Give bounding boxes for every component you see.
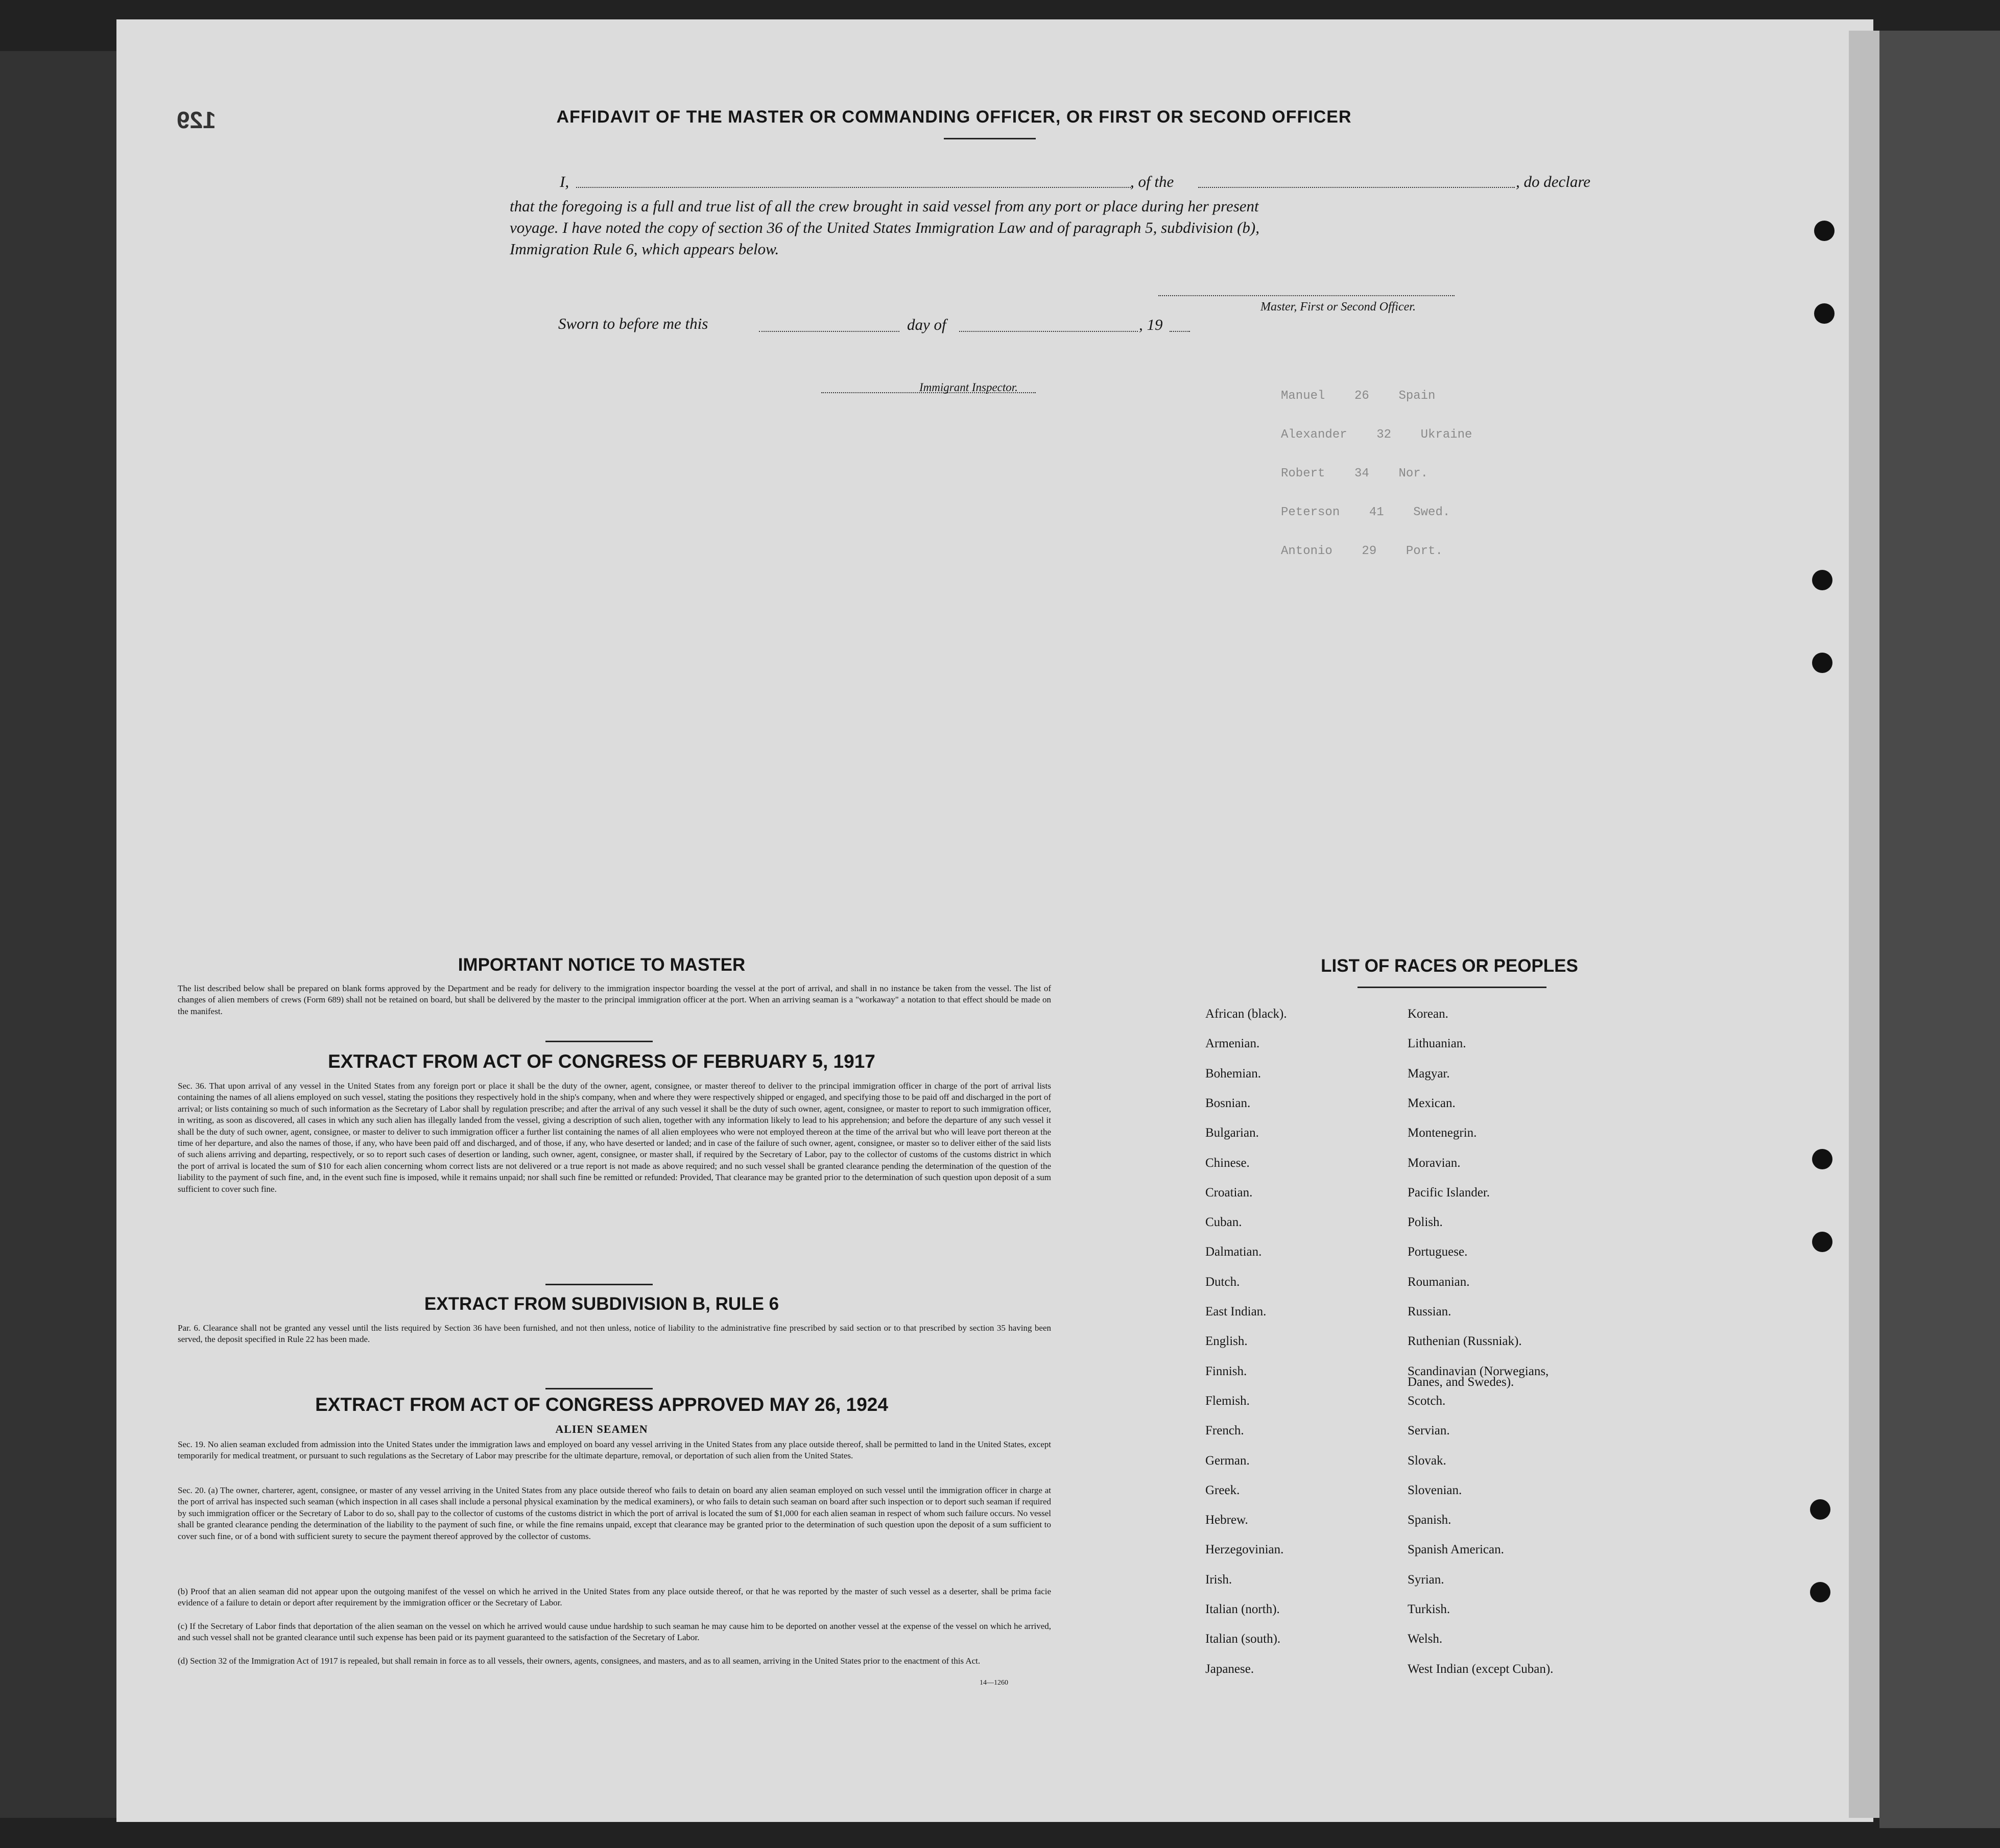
races-title: LIST OF RACES OR PEOPLES	[1321, 956, 1578, 976]
affidavit-of-the: , of the	[1130, 173, 1174, 190]
sworn-day-line	[759, 331, 899, 332]
master-signature-label: Master, First or Second Officer.	[1260, 300, 1416, 314]
race-item: Italian (south).	[1205, 1632, 1281, 1646]
punch-hole	[1810, 1582, 1830, 1602]
race-item: Herzegovinian.	[1205, 1543, 1284, 1557]
race-item: English.	[1205, 1334, 1248, 1349]
extract-1924-sec20a: Sec. 20. (a) The owner, charterer, agent, consignee, or master of any vessel arriving in the United States from any place outside thereof who fails to detain on board any alien seaman employed on such vessel until the immigration officer in charge at the port of arrival has inspected such seaman (which inspection in all cases shall include a personal physical examination by the medical examiners), or who fails to detain such seaman on board after such inspection or to deport such seaman if required by such immigration officer or the Secretary of Labor to do so, shall pay to the collector of customs of the customs district in which the port of arrival is located the sum of $1,000 for each alien seaman in respect of whom such failure occurs. No vessel shall be granted clearance pending the determination of the liability to the payment of such fine, or while the fine remains unpaid, except that clearance may be granted prior to the determination of such question upon the deposit of a sum sufficient to cover such fine, or of a bond with sufficient surety to secure the payment thereof approved by the collector of customs.	[178, 1485, 1051, 1541]
form-number: 14—1260	[980, 1679, 1008, 1687]
race-item: Bohemian.	[1205, 1066, 1261, 1081]
race-item: German.	[1205, 1453, 1250, 1468]
extract-1924-sec19: Sec. 19. No alien seaman excluded from admission into the United States under the immigration laws and employed on board any vessel arriving in the United States from any place outside thereof, shall be permitted to land in the United States, except temporarily for medical treatment, or pursuant to such regulations as the Secretary of Labor may prescribe for the ultimate departure, removal, or deportation of such alien from the United States.	[178, 1439, 1051, 1461]
affidavit-line-4: Immigration Rule 6, which appears below.	[510, 240, 779, 258]
race-item: Montenegrin.	[1408, 1126, 1477, 1140]
affidavit-declare: , do declare	[1516, 173, 1591, 190]
affidavit-line-2: that the foregoing is a full and true list of all the crew brought in said vessel from any port or place during her present	[510, 197, 1259, 215]
race-item: Bulgarian.	[1205, 1126, 1259, 1140]
extract-rule6-title: EXTRACT FROM SUBDIVISION B, RULE 6	[424, 1294, 779, 1314]
right-margin-strip	[1879, 31, 2000, 1828]
punch-hole	[1812, 1232, 1832, 1252]
race-item: Hebrew.	[1205, 1513, 1248, 1527]
race-item: Armenian.	[1205, 1037, 1260, 1051]
day-of-text: day of	[907, 316, 946, 333]
punch-hole	[1812, 653, 1832, 673]
race-item: Portuguese.	[1408, 1245, 1468, 1259]
extract-1924-title: EXTRACT FROM ACT OF CONGRESS APPROVED MAY 26, 1924	[315, 1394, 888, 1415]
race-item: Korean.	[1408, 1007, 1448, 1021]
race-item: Russian.	[1408, 1305, 1451, 1318]
race-item: Mexican.	[1408, 1096, 1456, 1110]
race-item: Italian (north).	[1205, 1602, 1280, 1616]
title-rule	[944, 138, 1036, 139]
punch-hole	[1814, 303, 1835, 324]
race-item: Magyar.	[1408, 1066, 1450, 1081]
extract-1917-rule	[545, 1284, 653, 1285]
sworn-year-line	[1170, 331, 1190, 332]
master-signature-line	[1158, 295, 1455, 296]
race-item: Slovenian.	[1408, 1483, 1462, 1497]
race-item: Finnish.	[1205, 1364, 1247, 1378]
notice-text: The list described below shall be prepared on blank forms approved by the Department and be ready for delivery to the immigration inspector boarding the vessel at the port of arrival, and shall in no instance be taken from the vessel. The list of changes of alien members of crews (Form 689) shall not be retained on board, but shall be delivered by the master to the principal immigration officer at the port. When an arriving seaman is a "workaway" a notation to that effect should be made on the manifest.	[178, 983, 1051, 1016]
extract-1924-sec20b: (b) Proof that an alien seaman did not appear upon the outgoing manifest of the vessel on which he arrived in the United States from any place outside thereof, or that he was reported by the master of such vessel as a deserter, shall be prima facie evidence of a failure to detain or deport after requirement by the immigration officer or the Secretary of Labor.	[178, 1587, 1051, 1608]
punch-hole	[1812, 1149, 1832, 1169]
manifest-sheet	[116, 19, 1873, 1822]
race-item: Irish.	[1205, 1572, 1232, 1587]
race-item: Turkish.	[1408, 1602, 1450, 1616]
year-prefix: , 19	[1139, 316, 1163, 333]
race-item: Croatian.	[1205, 1185, 1253, 1199]
sworn-month-line	[959, 331, 1138, 332]
extract-rule6-text: Par. 6. Clearance shall not be granted any vessel until the lists required by Section 36 have been furnished, and not then unless, notice of liability to the administrative fine prescribed by said section or to that prescribed by section 35 having been served, the deposit specified in Rule 22 has been made.	[178, 1323, 1051, 1345]
races-title-rule	[1358, 987, 1546, 988]
race-item: Spanish.	[1408, 1513, 1451, 1527]
race-item: Dutch.	[1205, 1275, 1240, 1289]
race-item: African (black).	[1205, 1007, 1287, 1021]
race-item: Dalmatian.	[1205, 1245, 1262, 1259]
left-margin-strip	[0, 51, 117, 1818]
race-item: Japanese.	[1205, 1662, 1254, 1676]
race-item: Scotch.	[1408, 1394, 1446, 1408]
notice-title: IMPORTANT NOTICE TO MASTER	[458, 955, 746, 975]
race-item: Syrian.	[1408, 1572, 1444, 1587]
race-item: Polish.	[1408, 1215, 1443, 1230]
race-item: Servian.	[1408, 1424, 1450, 1438]
punch-hole	[1810, 1499, 1830, 1520]
race-item: Scandinavian (Norwegians,	[1408, 1364, 1549, 1378]
sheet-shadow	[1849, 31, 1879, 1818]
race-item: Welsh.	[1408, 1632, 1443, 1646]
race-item: Ruthenian (Russniak).	[1408, 1334, 1522, 1349]
race-item: Cuban.	[1205, 1215, 1242, 1230]
extract-1924-sec20d: (d) Section 32 of the Immigration Act of 1917 is repealed, but shall remain in force as to all vessels, their owners, agents, consignees, and masters, and as to all seamen, arriving in the United States prior to the enactment of this Act.	[178, 1656, 981, 1666]
race-item: Spanish American.	[1408, 1543, 1504, 1557]
race-item: French.	[1205, 1424, 1244, 1438]
punch-hole	[1814, 221, 1835, 241]
race-item: East Indian.	[1205, 1305, 1267, 1318]
race-item: Flemish.	[1205, 1394, 1250, 1408]
race-item: West Indian (except Cuban).	[1408, 1662, 1554, 1676]
affidavit-i: I,	[560, 173, 569, 190]
officer-name-line	[576, 187, 1133, 188]
race-item: Pacific Islander.	[1408, 1185, 1490, 1199]
inspector-label: Immigrant Inspector.	[919, 381, 1018, 394]
extract-1917-title: EXTRACT FROM ACT OF CONGRESS OF FEBRUARY 5, 1917	[328, 1051, 875, 1072]
extract-1917-text: Sec. 36. That upon arrival of any vessel in the United States from any foreign port or place it shall be the duty of the owner, agent, consignee, or master thereof to deliver to the principal immigration officer in charge of the port of arrival lists containing the names of all aliens employed on such vessel, stating the positions they respectively hold in the ship's company, when and where they were respectively shipped or engaged, and specifying those to be paid off and discharged in the port of arrival; or lists containing so much of such information as the Secretary of Labor shall by regulation prescribe; and after the arrival of any such vessel it shall be the duty of such owner, agent, consignee, or master to report to such immigration officer, in writing, as soon as discovered, all cases in which any such alien has illegally landed from the vessel, giving a description of such alien, together with any information likely to lead to his apprehension; and before the departure of any such vessel it shall be the duty of such owner, agent, consignee, or master to deliver to such immigration officer a further list containing the names of all alien employees who were not employed thereon at the time of the arrival but who will leave port thereon at the time of her departure, and also the names of those, if any, who have been paid off and discharged, and of those, if any, who have deserted or landed; and in case of the failure of such owner, agent, consignee, or master so to deliver either of the said lists of such aliens arriving and departing, respectively, or so to report such cases of desertion or landing, such owner, agent, consignee, or master shall, if required by the Secretary of Labor, pay to the collector of customs of the customs district in which the port of arrival is located the sum of $10 for each alien concerning whom correct lists are not delivered or a true report is not made as above required; and no such vessel shall be granted clearance pending the determination of the question of the liability to the payment of such fine, and, in the event such fine is imposed, while it remains unpaid; nor shall such fine be remitted or refunded: Provided, That clearance may be granted prior to the determination of such question upon deposit of a sum sufficient to cover such fine.	[178, 1081, 1051, 1194]
race-item: Roumanian.	[1408, 1275, 1470, 1289]
race-scandinavian-continued: Danes, and Swedes).	[1408, 1375, 1514, 1389]
race-item: Moravian.	[1408, 1156, 1461, 1170]
punch-hole	[1812, 570, 1832, 590]
race-item: Chinese.	[1205, 1156, 1250, 1170]
vessel-name-line	[1198, 187, 1515, 188]
affidavit-line-3: voyage. I have noted the copy of section 36 of the United States Immigration Law and of paragraph 5, subdivision (b),	[510, 219, 1259, 236]
notice-rule	[545, 1041, 653, 1042]
sworn-text: Sworn to before me this	[558, 315, 708, 332]
race-item: Slovak.	[1408, 1453, 1446, 1468]
page-number: 129	[177, 107, 216, 133]
bleed-through-text: Manuel 26 Spain Alexander 32 Ukraine Robert 34 Nor. Peterson 41 Swed. Antonio 29 Port.	[1281, 389, 1472, 558]
affidavit-title: AFFIDAVIT OF THE MASTER OR COMMANDING OFFICER, OR FIRST OR SECOND OFFICER	[556, 107, 1352, 127]
extract-rule6-rule	[545, 1388, 653, 1389]
alien-seamen-subtitle: ALIEN SEAMEN	[555, 1423, 648, 1435]
race-item: Bosnian.	[1205, 1096, 1251, 1110]
race-item: Greek.	[1205, 1483, 1240, 1497]
extract-1924-sec20c: (c) If the Secretary of Labor finds that deportation of the alien seaman on the vessel on which he arrived would cause undue hardship to such seaman he may cause him to be deported on another vessel at the expense of the vessel on which he arrived, and such vessel shall not be granted clearance until such expense has been paid or its payment guaranteed to the satisfaction of the Secretary of Labor.	[178, 1621, 1051, 1643]
race-item: Lithuanian.	[1408, 1037, 1466, 1051]
